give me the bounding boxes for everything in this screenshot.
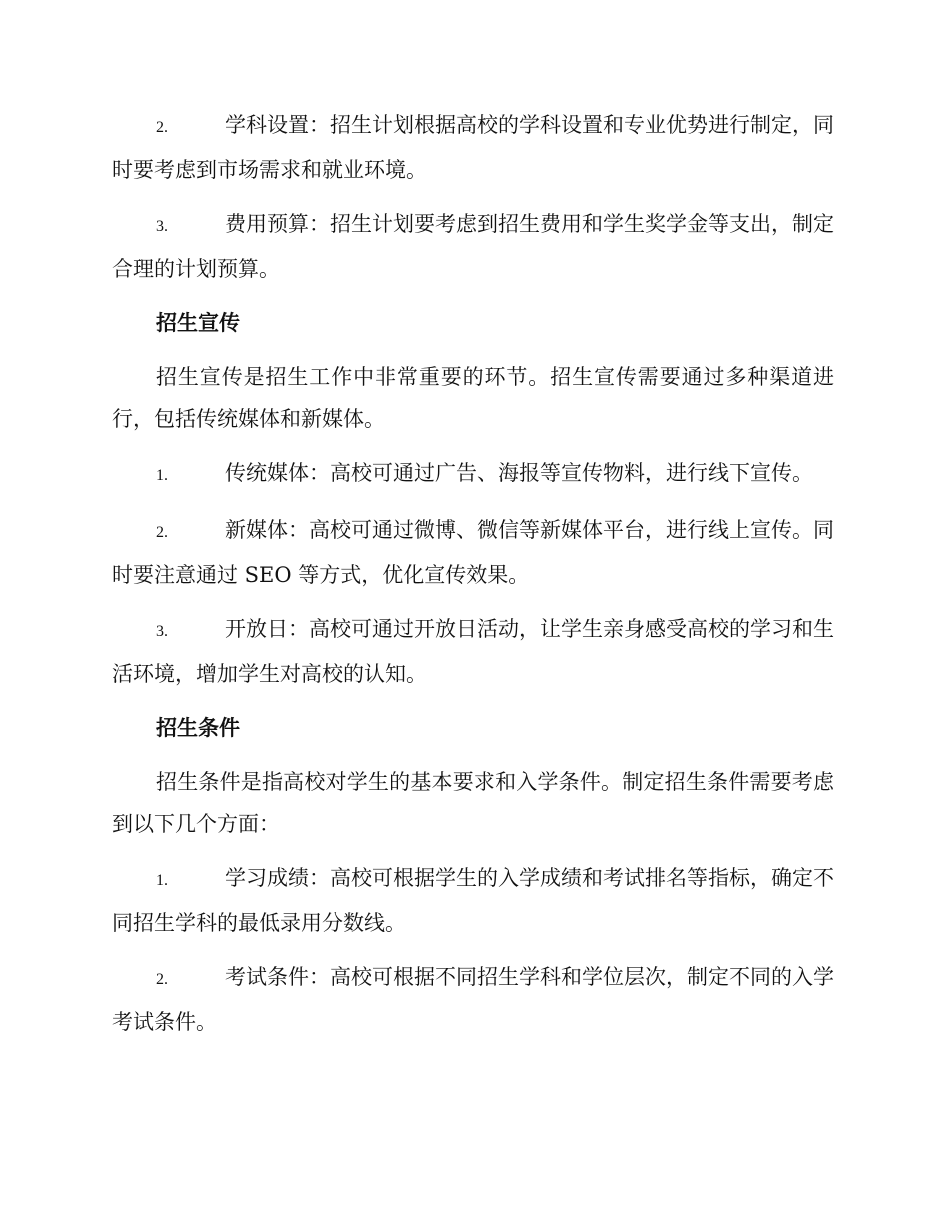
list-number: 2. — [156, 119, 168, 136]
list-number: 1. — [156, 467, 168, 484]
list-text: 费用预算：招生计划要考虑到招生费用和学生奖学金等支出，制定合理的计划预算。 — [112, 212, 834, 281]
list-text: 传统媒体：高校可通过广告、海报等宣传物料，进行线下宣传。 — [225, 461, 813, 485]
list-text: 考试条件：高校可根据不同招生学科和学位层次，制定不同的入学考试条件。 — [112, 965, 834, 1034]
list-item — [112, 203, 834, 290]
list-item — [112, 104, 834, 191]
list-text: 开放日：高校可通过开放日活动，让学生亲身感受高校的学习和生活环境，增加学生对高校的认知。 — [112, 617, 834, 686]
list-item — [112, 608, 834, 695]
list-text: 学科设置：招生计划根据高校的学科设置和专业优势进行制定，同时要考虑到市场需求和就业环境。 — [112, 113, 834, 182]
section-heading: 招生条件 — [156, 716, 240, 740]
document-body — [112, 104, 834, 1055]
list-item — [112, 857, 834, 944]
list-number: 3. — [156, 218, 168, 235]
list-number: 3. — [156, 623, 168, 640]
list-text: 学习成绩：高校可根据学生的入学成绩和考试排名等指标，确定不同招生学科的最低录用分数线。 — [112, 866, 834, 935]
list-text: 新媒体：高校可通过微博、微信等新媒体平台，进行线上宣传。同时要注意通过 SEO 等方式，优化宣传效果。 — [112, 518, 834, 587]
list-item — [112, 452, 834, 497]
paragraph: 招生条件是指高校对学生的基本要求和入学条件。制定招生条件需要考虑到以下几个方面： — [112, 770, 834, 836]
paragraph: 招生宣传是招生工作中非常重要的环节。招生宣传需要通过多种渠道进行，包括传统媒体和新媒体。 — [112, 365, 834, 431]
list-number: 2. — [156, 524, 168, 541]
list-item — [112, 956, 834, 1043]
list-number: 1. — [156, 872, 168, 889]
section-heading: 招生宣传 — [156, 311, 240, 335]
list-number: 2. — [156, 971, 168, 988]
list-item — [112, 509, 834, 596]
